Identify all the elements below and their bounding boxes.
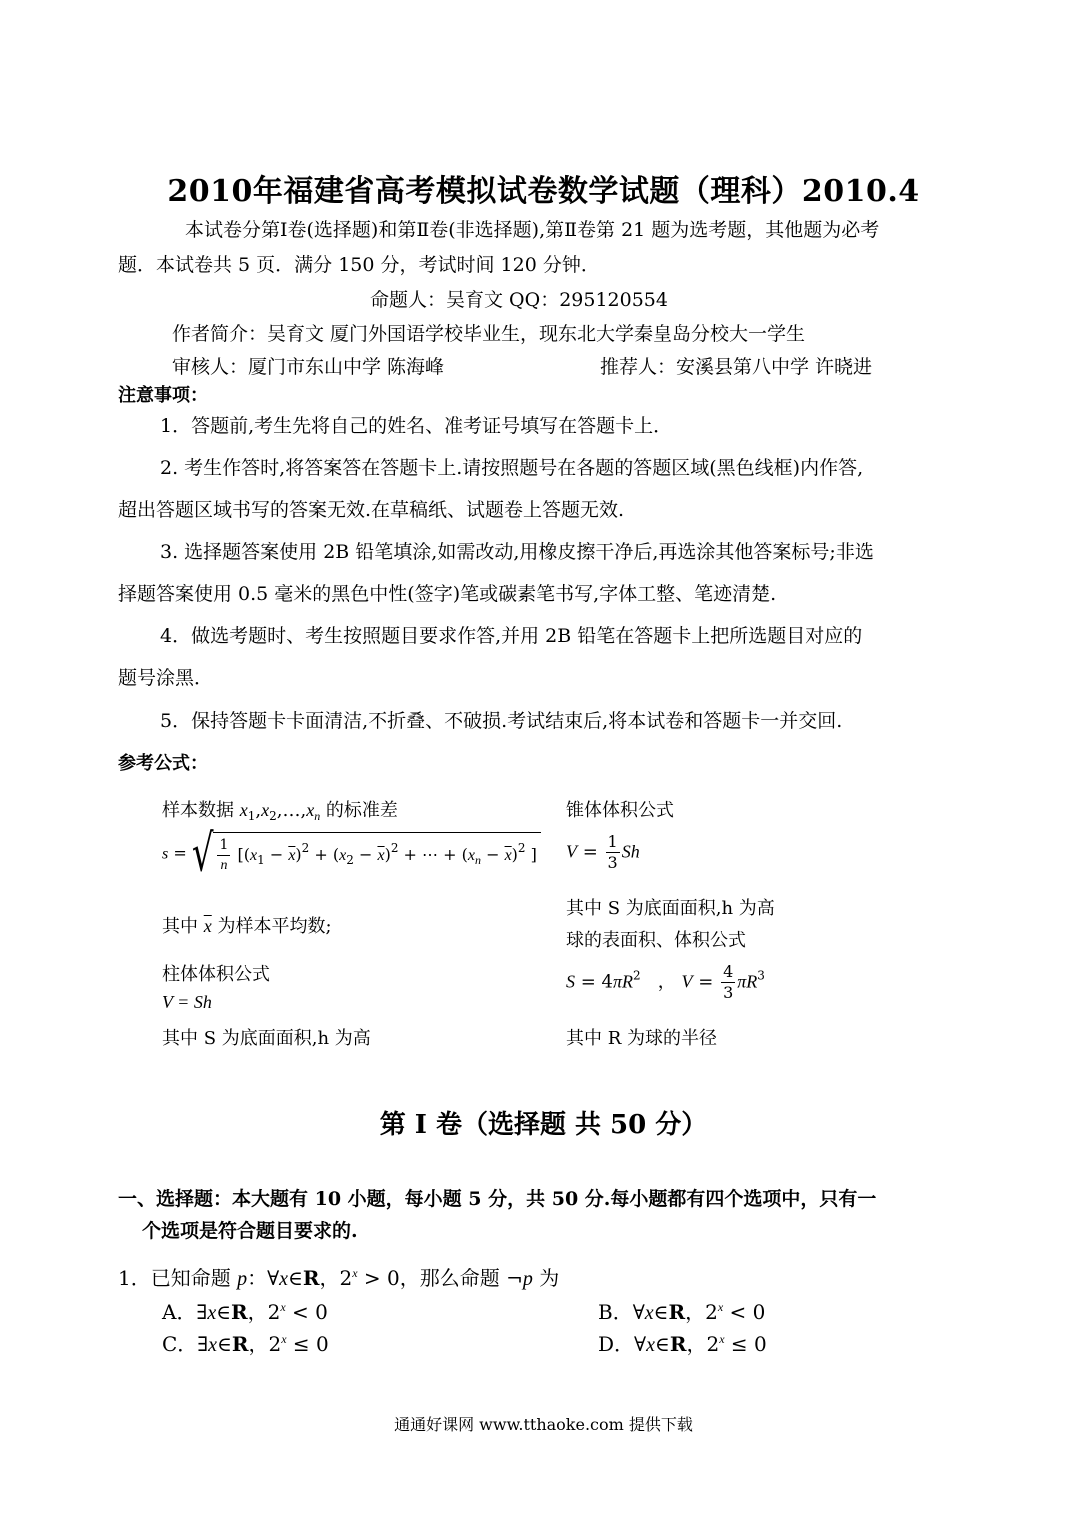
- cylinder-note: 其中 S 为底面面积,h 为高: [162, 1028, 371, 1049]
- note-item: 题号涂黑．: [118, 667, 214, 689]
- section-title: 第 I 卷（选择题 共 50 分）: [379, 1110, 708, 1140]
- question-1-stem: 1．已知命题 p：∀x∈R，$2^x > 0$，那么命题 ¬p 为: [118, 1266, 560, 1290]
- formulas-heading: 参考公式：: [118, 753, 208, 774]
- sphere-note: 其中 R 为球的半径: [566, 1028, 717, 1049]
- section-instruction-2: 个选项是符合题目要求的.: [142, 1220, 358, 1242]
- footer-text: 通通好课网 www.tthaoke.com 提供下载: [394, 1415, 693, 1434]
- note-item: 4．做选考题时、考生按照题目要求作答,并用 2B 铅笔在答题卡上把所选题目对应的: [160, 625, 863, 647]
- page-title: 2010年福建省高考模拟试卷数学试题（理科）2010.4: [167, 174, 920, 209]
- cylinder-formula: V = Sh: [162, 992, 212, 1012]
- cone-formula: V = $\frac{1}{3}$ Sh: [566, 832, 640, 872]
- intro-line-2: 题．本试卷共 5 页．满分 150 分，考试时间 120 分钟．: [118, 254, 600, 276]
- reviewer-line: 审核人：厦门市东山中学 陈海峰: [172, 356, 445, 378]
- option-b[interactable]: B．∀x∈R，$2^x < 0$: [598, 1300, 766, 1324]
- option-d[interactable]: D．∀x∈R，$2^x \le 0$: [598, 1332, 767, 1356]
- note-item: 2. 考生作答时,将答案答在答题卡上.请按照题号在各题的答题区域(黑色线框)内作答,: [160, 457, 864, 479]
- note-item: 5．保持答题卡卡面清洁,不折叠、不破损.考试结束后,将本试卷和答题卡一并交回.: [160, 710, 843, 732]
- note-item: 3. 选择题答案使用 2B 铅笔填涂,如需改动,用橡皮擦干净后,再选涂其他答案标号;非选: [160, 541, 874, 563]
- section-instruction-1: 一、选择题：本大题有 10 小题，每小题 5 分，共 50 分.每小题都有四个选项中，只有一: [118, 1188, 877, 1210]
- author-line: 命题人：吴育文 QQ：295120554: [370, 289, 668, 311]
- cone-title: 锥体体积公式: [566, 800, 674, 821]
- mean-note: 其中 $\overline{x}$ 为样本平均数;: [162, 916, 332, 937]
- cylinder-title: 柱体体积公式: [162, 964, 270, 985]
- intro-line-1: 本试卷分第Ⅰ卷(选择题)和第Ⅱ卷(非选择题),第Ⅱ卷第 21 题为选考题，其他题为必考: [185, 219, 880, 241]
- recommender-line: 推荐人：安溪县第八中学 许晓进: [600, 356, 873, 378]
- sphere-title: 球的表面积、体积公式: [566, 930, 746, 951]
- option-a[interactable]: A．∃x∈R，$2^x < 0$: [162, 1300, 328, 1324]
- option-c[interactable]: C．∃x∈R，$2^x \le 0$: [162, 1332, 329, 1356]
- notes-heading: 注意事项：: [118, 385, 208, 406]
- std-dev-intro: 样本数据 $x_1,x_2,\dots,x_n$ 的标准差: [162, 800, 398, 823]
- cone-note: 其中 S 为底面面积,h 为高: [566, 898, 775, 919]
- note-item: 超出答题区域书写的答案无效.在草稿纸、试题卷上答题无效.: [118, 499, 625, 521]
- note-item: 择题答案使用 0.5 毫米的黑色中性(签字)笔或碳素笔书写,字体工整、笔迹清楚.: [118, 583, 777, 605]
- note-item: 1．答题前,考生先将自己的姓名、准考证号填写在答题卡上．: [160, 415, 673, 437]
- sphere-formulas: $S = 4\pi R^2$ ， V = $\frac{4}{3}$ $\pi R^3$: [566, 962, 765, 1002]
- bio-line: 作者简介：吴育文 厦门外国语学校毕业生，现东北大学秦皇岛分校大一学生: [172, 323, 806, 345]
- std-dev-formula: s = √ $\frac{1}{n}$ [$(x_1 - \overline{x})^2 + (x_2 - \overline{x})^2$ + ⋯ + $(x_n - \overline{x})^2$ ]: [162, 832, 541, 876]
